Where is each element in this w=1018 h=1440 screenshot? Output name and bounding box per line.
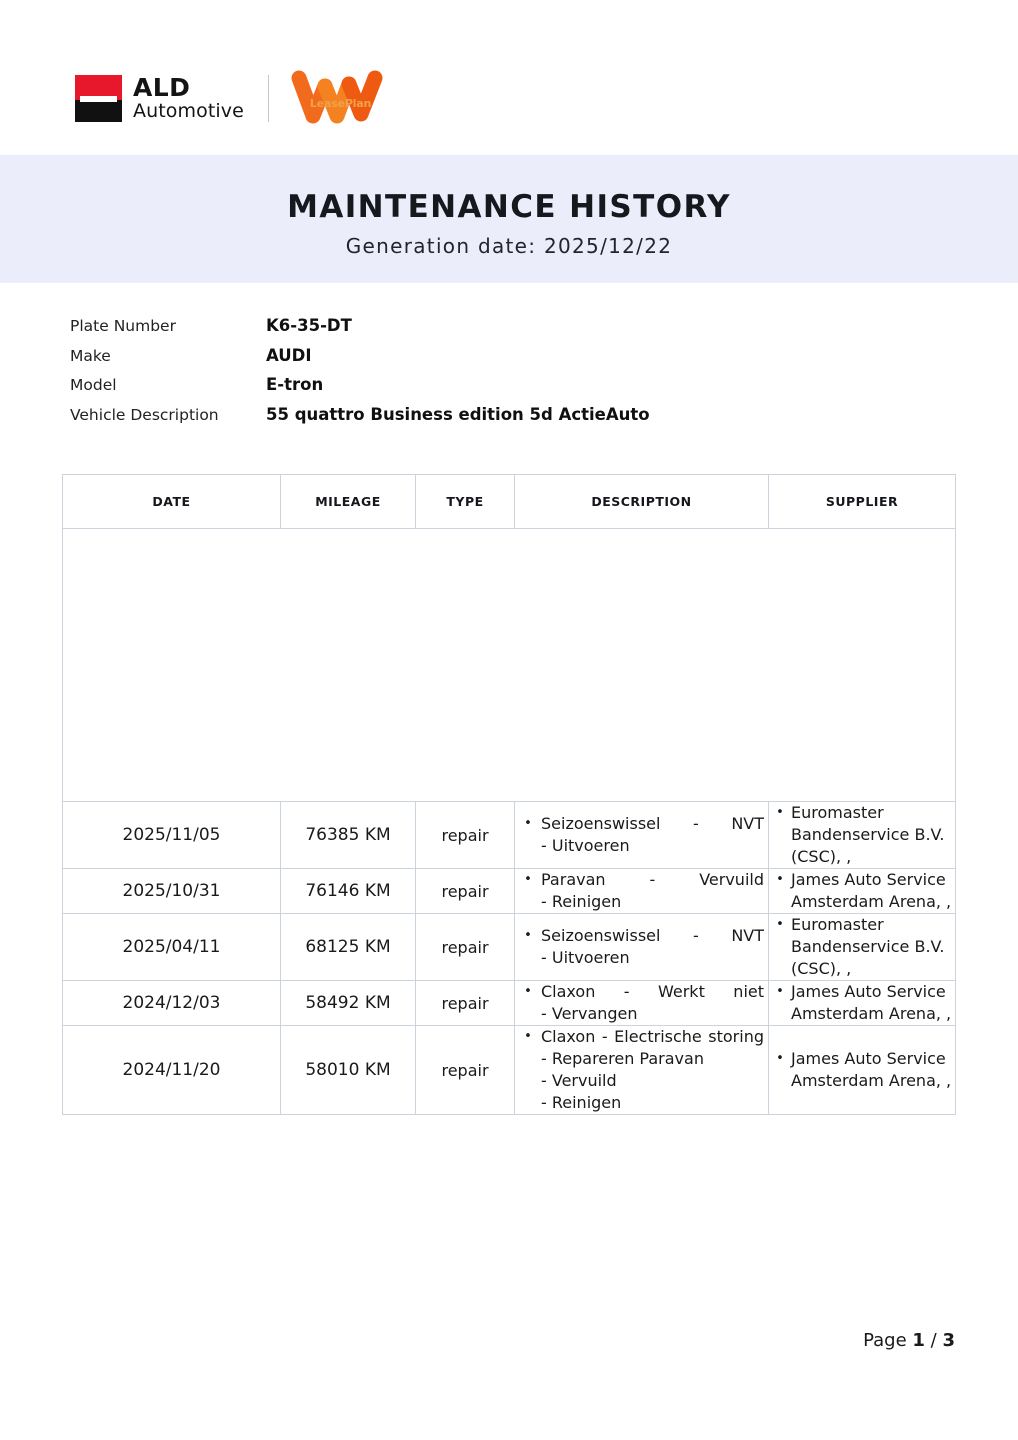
vehicle-description-label: Vehicle Description [70, 405, 219, 424]
cell-date: 2025/10/31 [63, 869, 281, 914]
generation-date: Generation date: 2025/12/22 [345, 234, 673, 258]
description-line: - Uitvoeren [541, 836, 630, 855]
table-row [63, 1026, 956, 1115]
cell-description [515, 981, 769, 1026]
cell-type: repair [416, 981, 515, 1026]
description-line: - Uitvoeren [541, 948, 630, 967]
table-empty-row [63, 529, 956, 802]
plate-number-value: K6-35-DT [266, 316, 352, 335]
description-text [541, 981, 768, 1025]
leaseplan-wordmark: LeasePlan [309, 97, 372, 110]
cell-type: repair [416, 914, 515, 981]
supplier-line: James Auto Service Amsterdam Arena, , [791, 982, 952, 1023]
bullet-icon: • [776, 1051, 784, 1066]
column-header-supplier: SUPPLIER [769, 475, 956, 529]
description-text [541, 869, 768, 913]
brand-logos [75, 70, 383, 126]
page-footer-current: 1 [912, 1330, 925, 1351]
description-line: Seizoenswissel - NVT [541, 814, 764, 833]
description-line: - Reinigen [541, 1093, 622, 1112]
ald-wordmark [133, 72, 244, 123]
vehicle-info-row-description [70, 405, 950, 435]
model-value: E-tron [266, 375, 324, 394]
cell-type: repair [416, 1026, 515, 1115]
table-row [63, 802, 956, 869]
supplier-text [791, 869, 955, 913]
title-banner [0, 155, 1018, 283]
cell-mileage: 58492 KM [281, 981, 416, 1026]
description-line: Seizoenswissel - NVT [541, 926, 764, 945]
bullet-icon: • [776, 872, 784, 887]
bullet-icon: • [524, 872, 532, 887]
cell-date: 2025/11/05 [63, 802, 281, 869]
description-line: - Vervuild [541, 1071, 617, 1090]
ald-wordmark-line1: ALD [133, 72, 191, 102]
page-footer-separator: / [924, 1330, 943, 1351]
description-text [541, 1026, 768, 1114]
supplier-line: Euromaster Bandenservice B.V. (CSC), , [791, 803, 945, 866]
cell-mileage: 58010 KM [281, 1026, 416, 1115]
bullet-icon: • [776, 984, 784, 999]
table-empty-cell [63, 529, 956, 802]
page-footer [0, 1330, 955, 1351]
cell-mileage: 76146 KM [281, 869, 416, 914]
description-line: Claxon - Werkt niet [541, 982, 764, 1001]
bullet-icon: • [776, 917, 784, 932]
cell-supplier [769, 981, 956, 1026]
column-header-mileage: MILEAGE [281, 475, 416, 529]
document-logo-header [0, 0, 1018, 155]
model-label: Model [70, 376, 117, 394]
supplier-text [791, 981, 955, 1025]
cell-type: repair [416, 802, 515, 869]
cell-date: 2024/12/03 [63, 981, 281, 1026]
ald-logo-white-bar [80, 96, 117, 102]
supplier-line: Euromaster Bandenservice B.V. (CSC), , [791, 915, 945, 978]
vehicle-info-block [70, 316, 950, 434]
column-header-description: DESCRIPTION [515, 475, 769, 529]
page-footer-total: 3 [942, 1330, 955, 1351]
maintenance-history-table [62, 474, 956, 1115]
bullet-icon: • [524, 928, 532, 943]
description-line: - Vervangen [541, 1004, 638, 1023]
plate-number-label: Plate Number [70, 317, 176, 335]
cell-supplier [769, 1026, 956, 1115]
supplier-line: James Auto Service Amsterdam Arena, , [791, 1049, 952, 1090]
table-body [63, 529, 956, 1115]
description-line: - Repareren Paravan [541, 1049, 704, 1068]
cell-description [515, 869, 769, 914]
supplier-line: James Auto Service Amsterdam Arena, , [791, 870, 952, 911]
ald-wordmark-line2: Automotive [133, 100, 244, 123]
ald-logo-black-block [75, 100, 122, 122]
table-row [63, 869, 956, 914]
supplier-text [791, 1048, 955, 1092]
make-value: AUDI [266, 345, 312, 365]
cell-supplier [769, 802, 956, 869]
cell-description [515, 802, 769, 869]
cell-type: repair [416, 869, 515, 914]
description-text [541, 925, 768, 969]
cell-mileage: 68125 KM [281, 914, 416, 981]
bullet-icon: • [524, 984, 532, 999]
leaseplan-logo-icon [291, 70, 383, 126]
make-label: Make [70, 346, 111, 365]
column-header-date: DATE [63, 475, 281, 529]
cell-date: 2024/11/20 [63, 1026, 281, 1115]
vehicle-info-row-model [70, 375, 950, 405]
page-title: MAINTENANCE HISTORY [287, 189, 731, 225]
cell-description [515, 1026, 769, 1115]
vehicle-info-row-make [70, 346, 950, 376]
supplier-text [791, 802, 955, 868]
description-line: Paravan - Vervuild [541, 870, 764, 889]
table-row [63, 914, 956, 981]
vehicle-description-value: 55 quattro Business edition 5d ActieAuto [266, 404, 650, 424]
description-line: - Reinigen [541, 892, 622, 911]
column-header-type: TYPE [416, 475, 515, 529]
bullet-icon: • [524, 1029, 532, 1044]
description-text [541, 813, 768, 857]
logo-divider [268, 75, 269, 122]
ald-logo-icon [75, 75, 122, 122]
bullet-icon: • [524, 816, 532, 831]
page-footer-prefix: Page [863, 1330, 913, 1351]
cell-date: 2025/04/11 [63, 914, 281, 981]
description-line: Claxon - Electrische storing [541, 1027, 764, 1046]
vehicle-info-row-plate [70, 316, 950, 346]
supplier-text [791, 914, 955, 980]
table-header [63, 475, 956, 529]
bullet-icon: • [776, 805, 784, 820]
table-header-row [63, 475, 956, 529]
cell-supplier [769, 914, 956, 981]
table-row [63, 981, 956, 1026]
cell-description [515, 914, 769, 981]
cell-supplier [769, 869, 956, 914]
cell-mileage: 76385 KM [281, 802, 416, 869]
